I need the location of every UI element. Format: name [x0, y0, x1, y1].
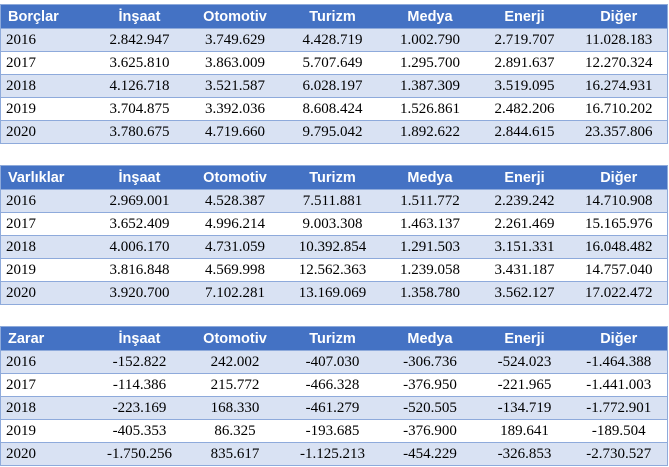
table-cell: 3.652.409 — [93, 213, 187, 236]
table-cell: -524.023 — [479, 351, 571, 374]
table-cell: 2.969.001 — [93, 190, 187, 213]
borclar-table — [0, 4, 668, 144]
column-header: Diğer — [571, 5, 668, 29]
table-cell: -461.279 — [284, 397, 382, 420]
zarar-table — [0, 326, 668, 466]
table-cell: -2.730.527 — [571, 443, 668, 466]
row-year: 2019 — [1, 98, 93, 121]
table-cell: 2.844.615 — [479, 121, 571, 144]
table-cell: 242.002 — [187, 351, 284, 374]
table-cell: 1.526.861 — [382, 98, 479, 121]
table-row — [1, 397, 668, 420]
row-year: 2017 — [1, 52, 93, 75]
column-header: Diğer — [571, 327, 668, 351]
table-cell: 215.772 — [187, 374, 284, 397]
varliklar-table — [0, 165, 668, 305]
table-cell: 3.151.331 — [479, 236, 571, 259]
column-header: Medya — [382, 327, 479, 351]
table-cell: 2.719.707 — [479, 29, 571, 52]
row-year: 2016 — [1, 190, 93, 213]
column-header: İnşaat — [93, 327, 187, 351]
table-cell: 4.428.719 — [284, 29, 382, 52]
table-cell: 2.261.469 — [479, 213, 571, 236]
row-year: 2016 — [1, 351, 93, 374]
table-cell: -1.464.388 — [571, 351, 668, 374]
table-title: Borçlar — [1, 5, 93, 29]
column-header: Turizm — [284, 327, 382, 351]
table-cell: 1.463.137 — [382, 213, 479, 236]
table-cell: -407.030 — [284, 351, 382, 374]
row-year: 2018 — [1, 236, 93, 259]
table-cell: 14.757.040 — [571, 259, 668, 282]
header-row — [1, 327, 668, 351]
table-cell: 17.022.472 — [571, 282, 668, 305]
table-cell: -326.853 — [479, 443, 571, 466]
table-cell: -454.229 — [382, 443, 479, 466]
table-cell: -466.328 — [284, 374, 382, 397]
table-cell: 4.719.660 — [187, 121, 284, 144]
table-cell: 9.795.042 — [284, 121, 382, 144]
table-cell: -306.736 — [382, 351, 479, 374]
row-year: 2016 — [1, 29, 93, 52]
table-cell: 2.891.637 — [479, 52, 571, 75]
table-cell: -1.125.213 — [284, 443, 382, 466]
table-cell: 16.710.202 — [571, 98, 668, 121]
table-cell: 3.431.187 — [479, 259, 571, 282]
column-header: Enerji — [479, 327, 571, 351]
header-row — [1, 5, 668, 29]
table-cell: 4.996.214 — [187, 213, 284, 236]
table-cell: 3.392.036 — [187, 98, 284, 121]
column-header: Enerji — [479, 166, 571, 190]
table-cell: -221.965 — [479, 374, 571, 397]
table-cell: 1.511.772 — [382, 190, 479, 213]
table-cell: -114.386 — [93, 374, 187, 397]
table-cell: 15.165.976 — [571, 213, 668, 236]
table-cell: 16.048.482 — [571, 236, 668, 259]
column-header: Turizm — [284, 166, 382, 190]
table-row — [1, 420, 668, 443]
table-cell: -223.169 — [93, 397, 187, 420]
column-header: Enerji — [479, 5, 571, 29]
row-year: 2018 — [1, 397, 93, 420]
table-cell: -1.441.003 — [571, 374, 668, 397]
row-year: 2018 — [1, 75, 93, 98]
table-cell: 1.892.622 — [382, 121, 479, 144]
table-cell: 16.274.931 — [571, 75, 668, 98]
table-cell: -134.719 — [479, 397, 571, 420]
table-cell: 1.358.780 — [382, 282, 479, 305]
table-row — [1, 52, 668, 75]
table-row — [1, 121, 668, 144]
table-row — [1, 190, 668, 213]
table-cell: 4.006.170 — [93, 236, 187, 259]
row-year: 2020 — [1, 282, 93, 305]
table-cell: 2.482.206 — [479, 98, 571, 121]
row-year: 2017 — [1, 374, 93, 397]
table-row — [1, 351, 668, 374]
table-cell: -152.822 — [93, 351, 187, 374]
table-row — [1, 374, 668, 397]
table-cell: 13.169.069 — [284, 282, 382, 305]
table-cell: 2.239.242 — [479, 190, 571, 213]
table-cell: -520.505 — [382, 397, 479, 420]
table-cell: 3.920.700 — [93, 282, 187, 305]
table-cell: -189.504 — [571, 420, 668, 443]
table-cell: 3.704.875 — [93, 98, 187, 121]
table-cell: 3.521.587 — [187, 75, 284, 98]
table-title: Varlıklar — [1, 166, 93, 190]
row-year: 2020 — [1, 121, 93, 144]
table-cell: 168.330 — [187, 397, 284, 420]
table-cell: -1.772.901 — [571, 397, 668, 420]
table-cell: 3.816.848 — [93, 259, 187, 282]
column-header: İnşaat — [93, 166, 187, 190]
table-cell: 5.707.649 — [284, 52, 382, 75]
table-cell: 3.749.629 — [187, 29, 284, 52]
table-row — [1, 98, 668, 121]
table-cell: 12.270.324 — [571, 52, 668, 75]
table-title: Zarar — [1, 327, 93, 351]
table-row — [1, 213, 668, 236]
table-cell: -1.750.256 — [93, 443, 187, 466]
row-year: 2019 — [1, 420, 93, 443]
table-cell: 14.710.908 — [571, 190, 668, 213]
table-cell: 835.617 — [187, 443, 284, 466]
table-row — [1, 443, 668, 466]
column-header: Otomotiv — [187, 166, 284, 190]
table-cell: 6.028.197 — [284, 75, 382, 98]
column-header: Otomotiv — [187, 327, 284, 351]
table-cell: 4.126.718 — [93, 75, 187, 98]
table-cell: 3.780.675 — [93, 121, 187, 144]
table-row — [1, 29, 668, 52]
row-year: 2017 — [1, 213, 93, 236]
table-cell: 1.295.700 — [382, 52, 479, 75]
row-year: 2020 — [1, 443, 93, 466]
column-header: Turizm — [284, 5, 382, 29]
table-cell: 3.625.810 — [93, 52, 187, 75]
table-cell: 1.291.503 — [382, 236, 479, 259]
table-cell: 11.028.183 — [571, 29, 668, 52]
column-header: Medya — [382, 166, 479, 190]
table-cell: 4.731.059 — [187, 236, 284, 259]
table-cell: 10.392.854 — [284, 236, 382, 259]
table-cell: 12.562.363 — [284, 259, 382, 282]
table-row — [1, 75, 668, 98]
table-cell: -376.950 — [382, 374, 479, 397]
table-cell: 7.102.281 — [187, 282, 284, 305]
table-cell: 7.511.881 — [284, 190, 382, 213]
table-row — [1, 236, 668, 259]
table-cell: 23.357.806 — [571, 121, 668, 144]
table-cell: 9.003.308 — [284, 213, 382, 236]
column-header: İnşaat — [93, 5, 187, 29]
table-cell: -376.900 — [382, 420, 479, 443]
table-cell: 86.325 — [187, 420, 284, 443]
table-row — [1, 282, 668, 305]
table-cell: 4.569.998 — [187, 259, 284, 282]
table-cell: 4.528.387 — [187, 190, 284, 213]
column-header: Diğer — [571, 166, 668, 190]
table-cell: -193.685 — [284, 420, 382, 443]
table-cell: 3.562.127 — [479, 282, 571, 305]
header-row — [1, 166, 668, 190]
table-cell: 2.842.947 — [93, 29, 187, 52]
table-cell: 189.641 — [479, 420, 571, 443]
row-year: 2019 — [1, 259, 93, 282]
table-cell: 8.608.424 — [284, 98, 382, 121]
table-cell: 1.387.309 — [382, 75, 479, 98]
column-header: Otomotiv — [187, 5, 284, 29]
table-row — [1, 259, 668, 282]
table-cell: 3.863.009 — [187, 52, 284, 75]
table-cell: -405.353 — [93, 420, 187, 443]
table-cell: 1.239.058 — [382, 259, 479, 282]
column-header: Medya — [382, 5, 479, 29]
table-cell: 1.002.790 — [382, 29, 479, 52]
table-cell: 3.519.095 — [479, 75, 571, 98]
